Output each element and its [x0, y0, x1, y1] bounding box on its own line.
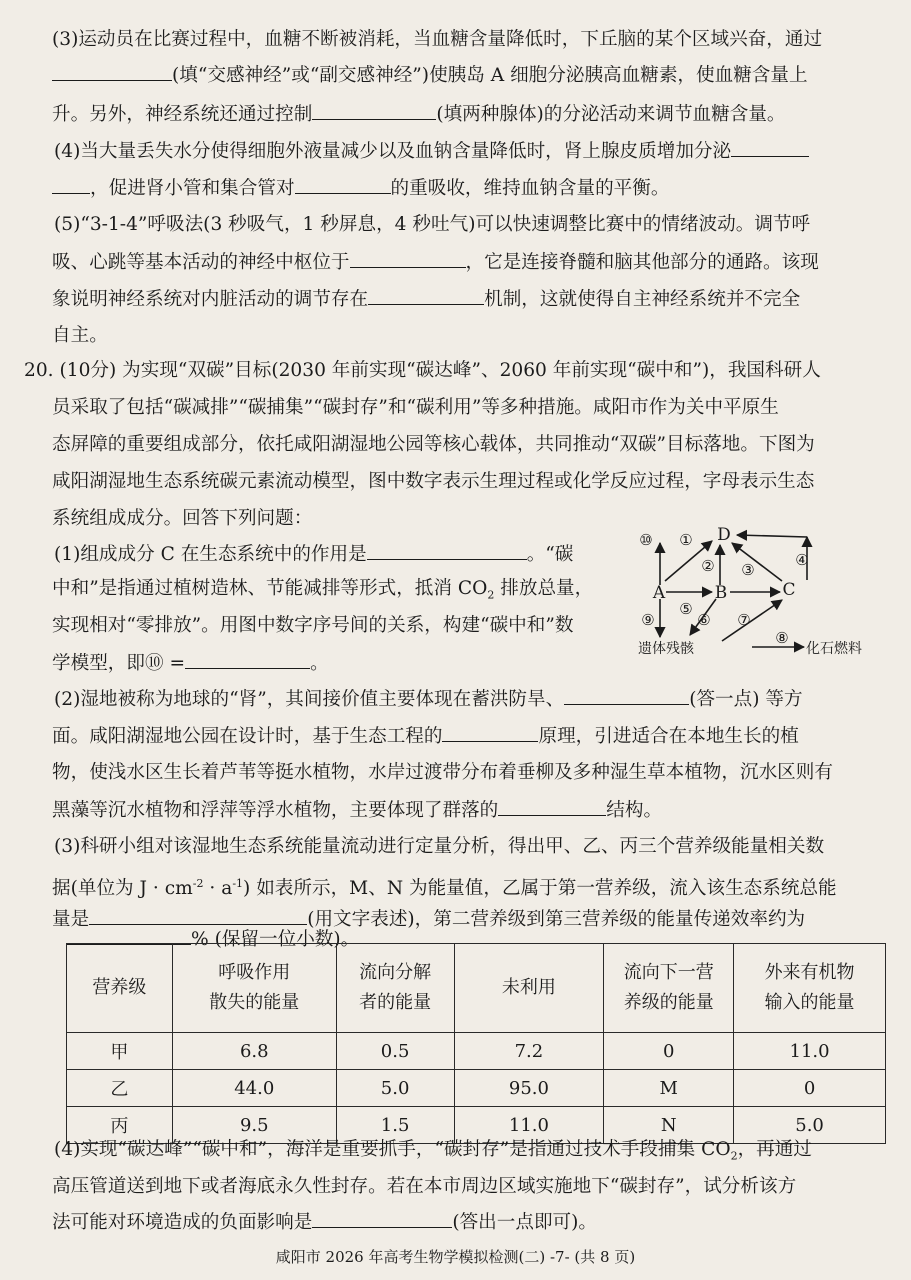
q20-intro-line5: 系统组成成分。回答下列问题： [52, 508, 313, 529]
header-decomposer: 流向分解 者的能量 [336, 944, 454, 1033]
q20-p4-line3: 法可能对环境造成的负面影响是 (答出一点即可)。 [52, 1209, 597, 1236]
q19-p5-line1: (5)“3-1-4”呼吸法(3 秒吸气，1 秒屏息，4 秒吐气)可以快速调整比赛中的情绪波动。调节呼 [54, 214, 811, 235]
label-9: ⑨ [641, 611, 655, 629]
residue-label: 遗体残骸 [638, 641, 694, 657]
answer-blank[interactable] [89, 906, 307, 925]
answer-blank[interactable] [564, 686, 689, 705]
energy-table [66, 943, 886, 1144]
table-cell: 44.0 [172, 1070, 336, 1107]
node-d: D [717, 525, 731, 545]
label-3: ③ [741, 561, 755, 579]
q20-p2-line3: 物，使浅水区生长着芦苇等挺水植物，水岸过渡带分布着垂柳及多种湿生草本植物，沉水区则有 [52, 762, 833, 783]
table-cell: 甲 [67, 1033, 173, 1070]
node-b: B [714, 583, 728, 603]
q20-p3-line3: 量是 (用文字表述)，第二营养级到第三营养级的能量传递效率约为 [52, 906, 805, 933]
label-1: ① [679, 531, 693, 549]
table-cell: 5.0 [336, 1070, 454, 1107]
arrow-3 [732, 543, 782, 581]
table-cell: 11.0 [734, 1033, 886, 1070]
table-cell: 乙 [67, 1070, 173, 1107]
answer-blank[interactable] [498, 797, 606, 816]
arrow-7 [722, 600, 782, 641]
label-8: ⑧ [775, 629, 789, 647]
page-footer: 咸阳市 2026 年高考生物学模拟检测(二) -7- (共 8 页) [275, 1248, 636, 1266]
q20-p1-line3: 实现相对“零排放”。用图中数字序号间的关系，构建“碳中和”数 [52, 615, 574, 636]
q19-p3-line1: (3)运动员在比赛过程中，血糖不断被消耗，当血糖含量降低时，下丘脑的某个区域兴奋，通过 [52, 29, 823, 50]
answer-blank[interactable] [368, 286, 484, 305]
node-a: A [652, 583, 666, 603]
header-unused: 未利用 [454, 944, 604, 1033]
table-cell: 丙 [67, 1107, 173, 1144]
header-external-input: 外来有机物 输入的能量 [734, 944, 886, 1033]
table-cell: 11.0 [454, 1107, 604, 1144]
q19-p3-line3: 升。另外，神经系统还通过控制 (填两种腺体)的分泌活动来调节血糖含量。 [52, 101, 786, 128]
label-6: ⑥ [697, 611, 711, 629]
label-2: ② [701, 557, 715, 575]
table-cell: 5.0 [734, 1107, 886, 1144]
q20-intro-line3: 态屏障的重要组成部分，依托咸阳湖湿地公园等核心载体，共同推动“双碳”目标落地。下图为 [52, 434, 815, 455]
q20-intro-line1: 20. (10分) 为实现“双碳”目标(2030 年前实现“碳达峰”、2060 年前实现“碳中和”)，我国科研人 [24, 360, 821, 381]
q20-p1-line1: (1)组成成分 C 在生态系统中的作用是 。“碳 [54, 541, 573, 568]
carbon-flow-diagram [632, 525, 882, 675]
q19-p4-line1: (4)当大量丢失水分使得细胞外液量减少以及血钠含量降低时，肾上腺皮质增加分泌 [54, 138, 809, 165]
answer-blank[interactable] [312, 101, 436, 120]
label-5: ⑤ [679, 600, 693, 618]
q20-p4-line2: 高压管道送到地下或者海底永久性封存。若在本市周边区域实施地下“碳封存”，试分析该方 [52, 1176, 797, 1197]
table-cell: N [604, 1107, 734, 1144]
q19-p5-line4: 自主。 [52, 325, 108, 346]
label-4: ④ [795, 551, 809, 569]
header-respiration: 呼吸作用 散失的能量 [172, 944, 336, 1033]
answer-blank[interactable] [442, 723, 538, 742]
q19-p4-line2: ，促进肾小管和集合管对 的重吸收，维持血钠含量的平衡。 [52, 175, 669, 202]
arrow-4b [737, 535, 807, 537]
answer-blank[interactable] [350, 249, 466, 268]
table-cell: 9.5 [172, 1107, 336, 1144]
table-cell: 0.5 [336, 1033, 454, 1070]
q20-p1-line2: 中和”是指通过植树造林、节能减排等形式，抵消 $CO_2$ 排放总量， [52, 578, 594, 602]
answer-blank[interactable] [52, 62, 172, 81]
answer-blank[interactable] [731, 138, 809, 157]
q20-intro-line2: 员采取了包括“碳减排”“碳捕集”“碳封存”和“碳利用”等多种措施。咸阳市作为关中平原生 [52, 397, 779, 418]
table-row [67, 1033, 886, 1070]
q19-p3-line2: (填“交感神经”或“副交感神经”)使胰岛 A 细胞分泌胰高血糖素，使血糖含量上 [52, 62, 808, 89]
q20-p4-line1: (4)实现“碳达峰”“碳中和”，海洋是重要抓手，“碳封存”是指通过技术手段捕集 $CO_2$，再通过 [54, 1139, 812, 1163]
table-cell: 7.2 [454, 1033, 604, 1070]
q20-p3-line2: 据(单位为 $J \cdot cm^{-2} \cdot a^{-1}$) 如表所示，M、N 为能量值，乙属于第一营养级，流入该生态系统总能 [52, 877, 837, 900]
fossil-fuel-label: 化石燃料 [806, 641, 862, 657]
q20-p2-line2: 面。咸阳湖湿地公园在设计时，基于生态工程的 原理，引进适合在本地生长的植 [52, 723, 799, 750]
answer-blank[interactable] [295, 175, 391, 194]
table-cell: 1.5 [336, 1107, 454, 1144]
answer-blank[interactable] [52, 175, 90, 194]
answer-blank[interactable] [185, 650, 310, 669]
q20-p2-line1: (2)湿地被称为地球的“肾”，其间接价值主要体现在蓄洪防旱、 (答一点) 等方 [54, 686, 803, 713]
q20-intro-line4: 咸阳湖湿地生态系统碳元素流动模型，图中数字表示生理过程或化学反应过程，字母表示生态 [52, 471, 815, 492]
label-10: ⑩ [639, 531, 653, 549]
q20-p3-line4: % (保留一位小数)。 [66, 926, 359, 953]
table-cell: 0 [734, 1070, 886, 1107]
header-trophic-level: 营养级 [67, 944, 173, 1033]
q20-p3-line1: (3)科研小组对该湿地生态系统能量流动进行定量分析，得出甲、乙、丙三个营养级能量相关数 [54, 836, 825, 857]
answer-blank[interactable] [367, 541, 527, 560]
header-next-level: 流向下一营 养级的能量 [604, 944, 734, 1033]
q19-p5-line3: 象说明神经系统对内脏活动的调节存在 机制，这就使得自主神经系统并不完全 [52, 286, 800, 313]
table-header-row [67, 944, 886, 1033]
table-cell: M [604, 1070, 734, 1107]
q20-p2-line4: 黑藻等沉水植物和浮萍等浮水植物，主要体现了群落的 结构。 [52, 797, 662, 824]
node-c: C [782, 580, 796, 600]
table-row [67, 1070, 886, 1107]
answer-blank[interactable] [312, 1209, 452, 1228]
table-cell: 0 [604, 1033, 734, 1070]
q20-p1-line4: 学模型，即⑩ = 。 [52, 650, 329, 677]
table-cell: 6.8 [172, 1033, 336, 1070]
q19-p5-line2: 吸、心跳等基本活动的神经中枢位于 ，它是连接脊髓和脑其他部分的通路。该现 [52, 249, 819, 276]
label-7: ⑦ [737, 611, 751, 629]
table-cell: 95.0 [454, 1070, 604, 1107]
